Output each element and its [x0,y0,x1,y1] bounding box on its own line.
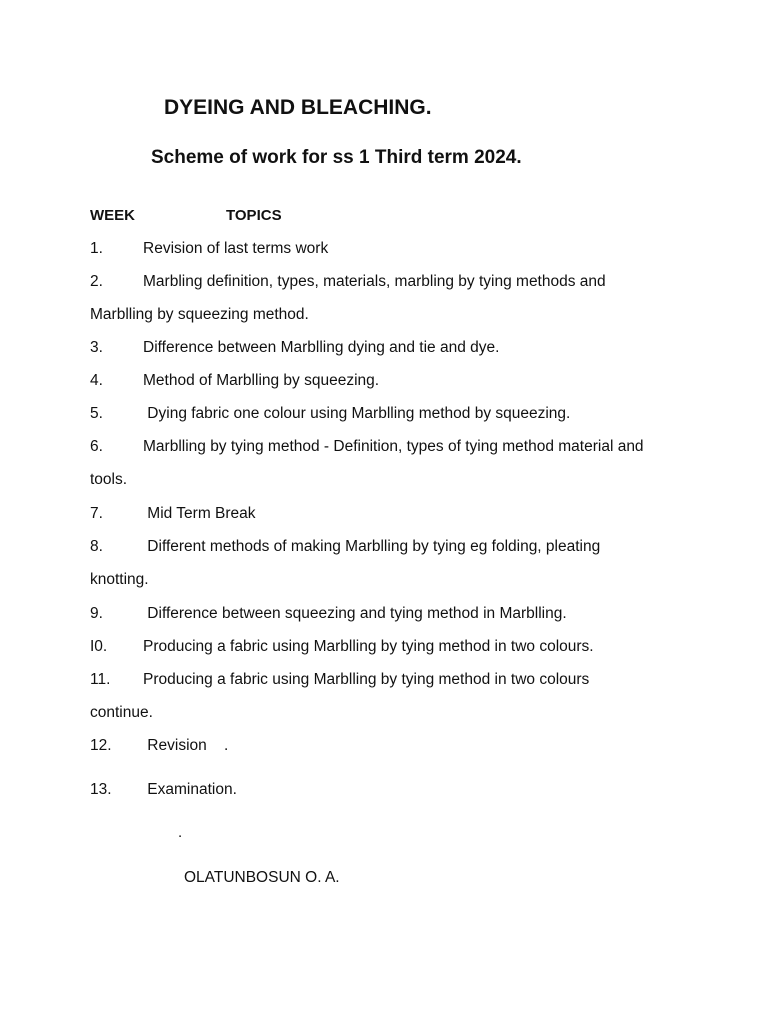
week-topic: Revision . [143,737,229,754]
document-subtitle: Scheme of work for ss 1 Third term 2024. [151,147,522,168]
week-row [90,505,256,523]
week-topic: Difference between Marblling dying and tie and dye. [143,339,500,356]
week-number: 1. [90,240,103,257]
week-topic-continuation: knotting. [90,571,149,588]
week-topic: Producing a fabric using Marblling by tying method in two colours [143,671,590,688]
week-number: I0. [90,638,108,655]
week-topic: Mid Term Break [143,505,256,522]
week-number: 13. [90,781,112,798]
author-signature: OLATUNBOSUN O. A. [184,869,340,886]
week-row [90,405,570,423]
week-row [90,339,499,357]
week-number: 3. [90,339,103,356]
topics-column-header: TOPICS [226,207,282,224]
week-row [90,737,228,755]
week-row [90,781,237,799]
week-number: 11. [90,671,111,688]
stray-dot: . [178,824,183,841]
week-number: 2. [90,273,103,290]
table-header [90,207,282,224]
week-topic: Examination. [143,781,237,798]
week-number: 12. [90,737,112,754]
week-number: 8. [90,538,103,555]
week-row [90,605,567,623]
week-topic: Marbling definition, types, materials, marbling by tying methods and [143,273,606,290]
week-row [90,240,328,258]
week-topic-continuation: continue. [90,704,153,721]
week-row [90,273,606,291]
document-title: DYEING AND BLEACHING. [164,96,432,119]
week-topic: Producing a fabric using Marblling by tying method in two colours. [143,638,594,655]
week-number: 7. [90,505,103,522]
week-column-header: WEEK [90,207,135,224]
week-topic-continuation: Marblling by squeezing method. [90,306,309,323]
week-row [90,372,379,390]
week-topic: Marblling by tying method - Definition, types of tying method material and [143,438,644,455]
week-number: 4. [90,372,103,389]
week-topic: Dying fabric one colour using Marblling method by squeezing. [143,405,571,422]
week-row [90,538,600,556]
week-topic: Different methods of making Marblling by tying eg folding, pleating [143,538,601,555]
week-topic: Revision of last terms work [143,240,329,257]
week-row [90,438,644,456]
week-number: 6. [90,438,103,455]
week-number: 9. [90,605,103,622]
week-topic-continuation: tools. [90,471,128,488]
week-row [90,638,594,656]
week-row [90,671,589,689]
week-topic: Difference between squeezing and tying method in Marblling. [143,605,567,622]
week-number: 5. [90,405,103,422]
week-topic: Method of Marblling by squeezing. [143,372,380,389]
